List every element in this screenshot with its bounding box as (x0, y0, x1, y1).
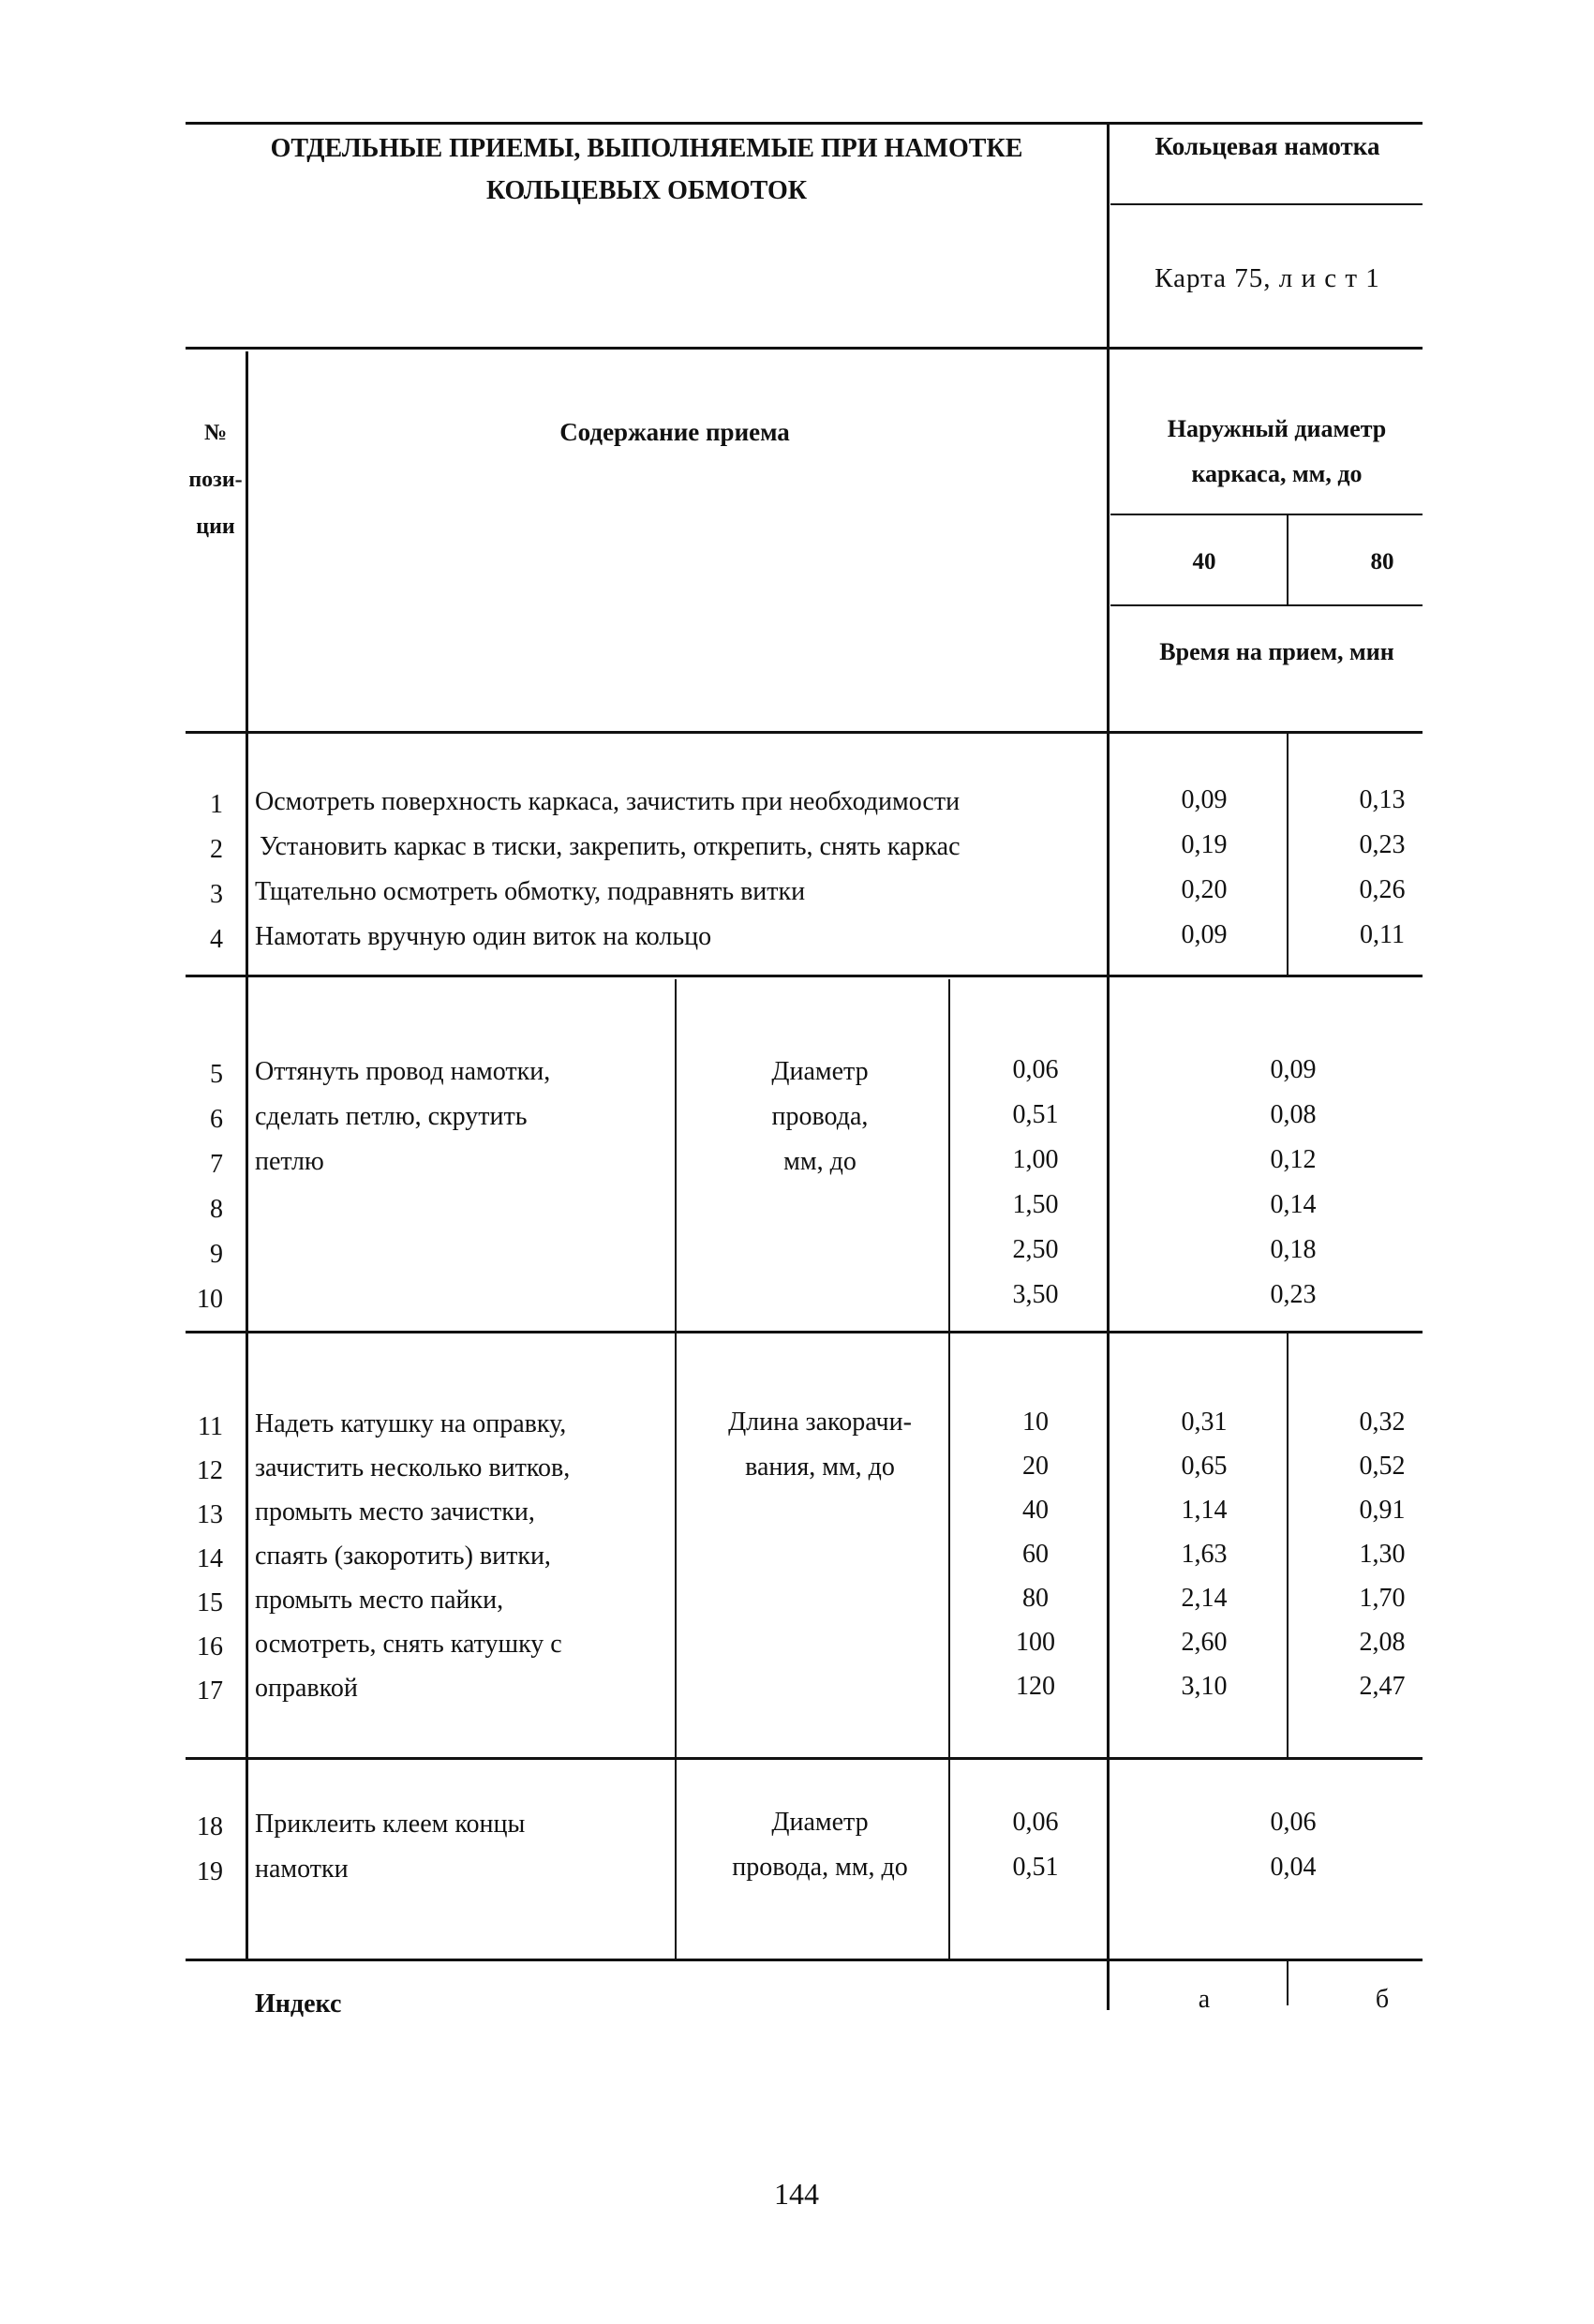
row-number: 9 (210, 1240, 223, 1269)
row-value-a: 0,19 (1181, 830, 1228, 859)
row-value-b: 2,47 (1359, 1672, 1406, 1701)
rule-section4-bottom (186, 1959, 1423, 1961)
row-number: 4 (210, 925, 223, 954)
index-col-b: б (1375, 1985, 1390, 2014)
param-label: провода, мм, до (732, 1853, 908, 1882)
row-value-b: 0,32 (1359, 1408, 1406, 1437)
row-number: 7 (210, 1150, 223, 1179)
param-value: 40 (1022, 1496, 1049, 1525)
rule-category (1110, 203, 1423, 205)
row-number: 16 (197, 1632, 223, 1661)
doc-title-line1: ОТДЕЛЬНЫЕ ПРИЕМЫ, ВЫПОЛНЯЕМЫЕ ПРИ НАМОТКЕ (270, 134, 1023, 163)
row-value-b: 1,70 (1359, 1584, 1406, 1613)
rule-v-number (246, 351, 248, 1959)
section-text: осмотреть, снять катушку с (255, 1630, 562, 1659)
row-number: 3 (210, 880, 223, 909)
param-value: 120 (1016, 1672, 1055, 1701)
row-number: 10 (197, 1285, 223, 1314)
row-value-a: 1,14 (1181, 1496, 1228, 1525)
section-text: оправкой (255, 1674, 358, 1703)
row-value: 0,12 (1270, 1145, 1317, 1174)
row-value-a: 0,65 (1181, 1452, 1228, 1481)
row-value-a: 0,09 (1181, 785, 1228, 814)
row-value-a: 0,20 (1181, 875, 1228, 904)
row-value-b: 0,11 (1360, 920, 1405, 949)
row-value: 0,06 (1270, 1808, 1317, 1837)
param-value: 0,06 (1012, 1055, 1059, 1084)
section-text: промыть место зачистки, (255, 1497, 535, 1527)
row-value-b: 1,30 (1359, 1540, 1406, 1569)
rule-header-bottom (186, 731, 1423, 734)
row-number: 13 (197, 1500, 223, 1529)
row-value-b: 0,23 (1359, 830, 1406, 859)
row-number: 5 (210, 1060, 223, 1089)
row-number: 8 (210, 1195, 223, 1224)
rule-top (186, 122, 1423, 125)
row-value-a: 2,60 (1181, 1628, 1228, 1657)
param-value: 2,50 (1012, 1235, 1059, 1264)
row-value-b: 0,91 (1359, 1496, 1406, 1525)
rule-section1-bottom (186, 975, 1423, 977)
param-value: 80 (1022, 1584, 1049, 1613)
col-size-40: 40 (1192, 549, 1216, 574)
row-value: 0,14 (1270, 1190, 1317, 1219)
param-value: 3,50 (1012, 1280, 1059, 1309)
col-number-header: пози- (188, 468, 243, 492)
rule-header-top (186, 347, 1423, 350)
row-number: 11 (198, 1412, 223, 1441)
row-number: 14 (197, 1544, 223, 1573)
col-number-header: ции (196, 514, 235, 539)
col-diameter-header: каркаса, мм, до (1191, 460, 1363, 487)
row-value-a: 1,63 (1181, 1540, 1228, 1569)
row-value-a: 3,10 (1181, 1672, 1228, 1701)
index-label: Индекс (255, 1989, 342, 2019)
param-label: Диаметр (771, 1808, 869, 1837)
param-label: вания, мм, до (745, 1452, 895, 1482)
col-content-header: Содержание приема (559, 418, 790, 446)
rule-size (1110, 604, 1423, 606)
rule-section2-bottom (186, 1331, 1423, 1333)
row-value-a: 0,31 (1181, 1408, 1228, 1437)
row-value-b: 0,52 (1359, 1452, 1406, 1481)
section-text: Оттянуть провод намотки, (255, 1057, 551, 1086)
row-number: 17 (197, 1676, 223, 1706)
param-label: провода, (771, 1102, 869, 1131)
page-number: 144 (774, 2177, 819, 2211)
row-value-a: 2,14 (1181, 1584, 1228, 1613)
row-value: 0,08 (1270, 1100, 1317, 1129)
param-label: Диаметр (771, 1057, 869, 1086)
row-number: 19 (197, 1857, 223, 1886)
col-time-header: Время на прием, мин (1159, 638, 1394, 665)
section-text: спаять (закоротить) витки, (255, 1542, 551, 1571)
row-number: 18 (197, 1812, 223, 1841)
row-value: 0,18 (1270, 1235, 1317, 1264)
row-value: 0,04 (1270, 1853, 1317, 1882)
section-text: намотки (255, 1855, 349, 1884)
section-text: сделать петлю, скрутить (255, 1102, 528, 1131)
rule-v-param (675, 979, 677, 1959)
index-col-a: а (1198, 1985, 1211, 2014)
doc-title-line2: КОЛЬЦЕВЫХ ОБМОТОК (485, 176, 808, 205)
row-value: 0,23 (1270, 1280, 1317, 1309)
section-text: зачистить несколько витков, (255, 1453, 571, 1482)
row-text: Установить каркас в тиски, закрепить, открепить, снять каркас (260, 832, 961, 861)
param-value: 0,51 (1012, 1100, 1059, 1129)
row-number: 1 (210, 790, 223, 819)
param-value: 1,00 (1012, 1145, 1059, 1174)
row-number: 15 (197, 1588, 223, 1617)
row-value-b: 0,26 (1359, 875, 1406, 904)
row-number: 6 (210, 1105, 223, 1134)
row-number: 12 (197, 1456, 223, 1485)
row-text: Намотать вручную один виток на кольцо (255, 922, 712, 951)
rule-diameter (1110, 514, 1423, 515)
param-value: 20 (1022, 1452, 1049, 1481)
row-value-b: 0,13 (1359, 785, 1406, 814)
col-diameter-header: Наружный диаметр (1167, 415, 1387, 442)
row-value: 0,09 (1270, 1055, 1317, 1084)
card-label: Карта 75, л и с т 1 (1155, 263, 1380, 293)
param-value: 0,06 (1012, 1808, 1059, 1837)
param-label: Длина закорачи- (728, 1408, 912, 1437)
category-label: Кольцевая намотка (1155, 132, 1380, 160)
col-number-header: № (203, 421, 228, 445)
col-size-80: 80 (1370, 549, 1394, 574)
section-text: Приклеить клеем концы (255, 1810, 526, 1839)
section-text: Надеть катушку на оправку, (255, 1409, 567, 1438)
row-value-b: 2,08 (1359, 1628, 1406, 1657)
param-value: 60 (1022, 1540, 1049, 1569)
row-text: Осмотреть поверхность каркаса, зачистить при необходимости (255, 787, 961, 816)
param-label: мм, до (783, 1147, 857, 1176)
param-value: 1,50 (1012, 1190, 1059, 1219)
param-value: 10 (1022, 1408, 1049, 1437)
section-text: промыть место пайки, (255, 1586, 504, 1615)
param-value: 100 (1016, 1628, 1055, 1657)
row-text: Тщательно осмотреть обмотку, подравнять витки (255, 877, 806, 906)
row-value-a: 0,09 (1181, 920, 1228, 949)
section-text: петлю (255, 1147, 324, 1176)
param-value: 0,51 (1012, 1853, 1059, 1882)
rule-section3-bottom (186, 1757, 1423, 1760)
row-number: 2 (210, 835, 223, 864)
